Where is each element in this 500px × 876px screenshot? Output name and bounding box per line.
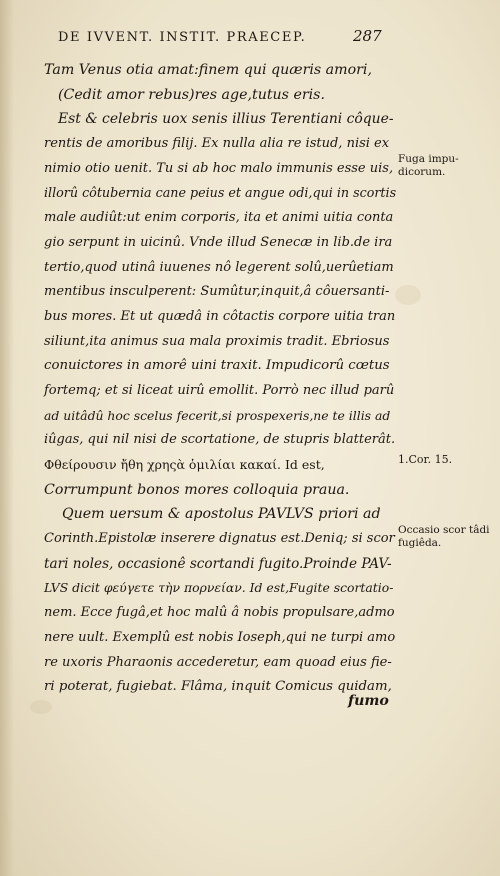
text-line: nimio otio uenit. Tu si ab hoc malo immunis esse uis, (44, 160, 394, 176)
body-text (44, 58, 396, 700)
text-line: fortemq; et si liceat uirû emollit. Porrò nec illud parû (44, 382, 395, 398)
paper-stain (395, 285, 421, 305)
margin-note-citation: 1.Cor. 15. (398, 453, 453, 466)
text-line: Corinth.Epistolæ inserere dignatus est.Deniq; si scor (44, 531, 395, 547)
text-line: Est & celebris uox senis illius Terentiani côque- (58, 111, 394, 128)
running-head: DE IVVENT. INSTIT. PRAECEP. (58, 30, 307, 45)
binding-gutter (0, 0, 14, 876)
margin-note: Occasio scor tâdi fugiêda. (398, 524, 490, 549)
text-line: tari noles, occasionê scortandi fugito.Proinde PAV- (44, 555, 392, 572)
text-line: illorû côtubernia cane peius et angue odi,qui in scortis (44, 185, 397, 201)
text-line: ad uitâdû hoc scelus fecerit,si prospexeris,ne te illis ad (44, 407, 391, 423)
text-line: Corrumpunt bonos mores colloquia praua. (44, 481, 350, 498)
greek-quotation-line: Φθείρουσιν ἤθη χρηςὰ ὁμιλίαι κακαί. Id est, (44, 457, 325, 472)
text-line: nem. Ecce fugâ,et hoc malû â nobis propulsare,admo (44, 605, 395, 621)
text-line: iûgas, qui nil nisi de scortatione, de stupris blatterât. (44, 432, 396, 448)
text-line: ri poterat, fugiebat. Flâma, inquit Comicus quidam, (44, 679, 392, 695)
text-line: LVS dicit φεύγετε τὴν πορνείαν. Id est,Fugite scortatio- (44, 580, 394, 596)
page-number: 287 (353, 27, 382, 45)
text-line: conuictores in amorê uini traxit. Impudicorû cœtus (44, 358, 390, 374)
text-line: tertio,quod utinâ iuuenes nô legerent solû,uerûetiam (44, 259, 394, 275)
catchword: fumo (348, 693, 389, 709)
margin-note: Fuga impu-dicorum. (398, 153, 459, 178)
text-line: siliunt,ita animus sua mala proximis tradit. Ebriosus (44, 333, 390, 349)
text-line: male audiût:ut enim corporis, ita et animi uitia conta (44, 210, 394, 226)
text-line: gio serpunt in uicinû. Vnde illud Senecæ in lib.de ira (44, 234, 393, 250)
text-line: rentis de amoribus filij. Ex nulla alia re istud, nisi ex (44, 136, 390, 152)
text-line: Tam Venus otia amat:finem qui quæris amori, (44, 62, 372, 78)
text-line: nere uult. Exemplû est nobis Ioseph,qui ne turpi amo (44, 629, 396, 645)
text-line: (Cedit amor rebus)res age,tutus eris. (58, 86, 325, 103)
text-line: re uxoris Pharaonis accederetur, eam quoad eius fie- (44, 654, 392, 670)
text-line: mentibus insculperent: Sumûtur,inquit,â côuersanti- (44, 284, 390, 300)
text-line: Quem uersum & apostolus PAVLVS priori ad (62, 506, 381, 523)
paper-stain (30, 700, 52, 714)
text-line: bus mores. Et ut quædâ in côtactis corpore uitia tran (44, 308, 396, 324)
